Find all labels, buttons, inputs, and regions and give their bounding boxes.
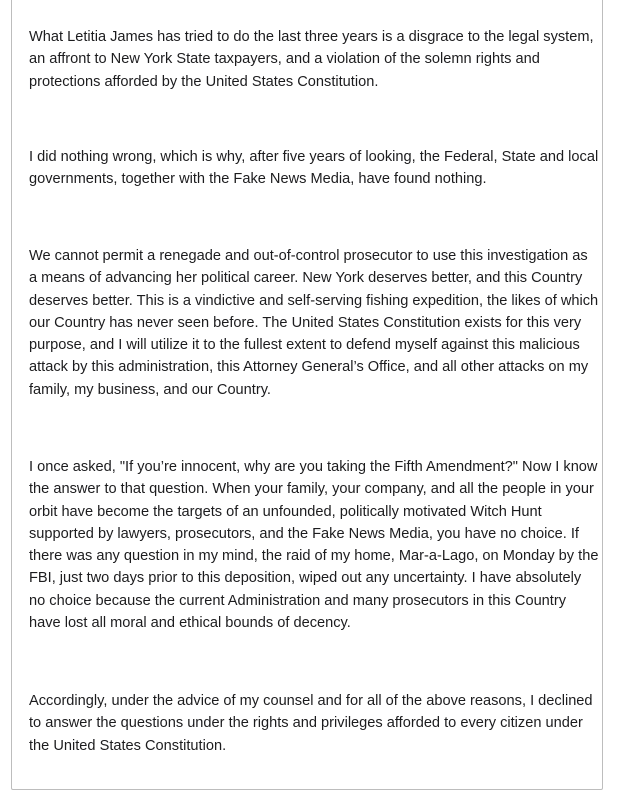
paragraph-did-nothing-wrong: I did nothing wrong, which is why, after five years of looking, the Federal, State and local governments, together with the Fake News Media, have found nothing.	[29, 149, 599, 188]
paragraph-fifth-amendment: I once asked, "If you’re innocent, why are you taking the Fifth Amendment?" Now I know the answer to that question. When your family, your company, and all the people in your orbit have become the targets of an unfounded, politically motivated Witch Hunt supported by lawyers, prosecutors, and the Fake News Media, you have no choice. If there was any question in my mind, the raid of my home, Mar-a-Lago, on Monday by the FBI, just two days prior to this deposition, wiped out any uncertainty. I have absolutely no choice because the current Administration and many prosecutors in this Country have lost all moral and ethical bounds of decency.	[29, 459, 599, 632]
paragraph-declined-to-answer: Accordingly, under the advice of my counsel and for all of the above reasons, I declined to answer the questions under the rights and privileges afforded to every citizen under the United States Constitution.	[29, 693, 593, 754]
paragraph-letitia-james: What Letitia James has tried to do the last three years is a disgrace to the legal system, an affront to New York State taxpayers, and a violation of the solemn rights and protections afforded by the United States Constitution.	[29, 29, 594, 90]
paragraph-renegade-prosecutor: We cannot permit a renegade and out-of-control prosecutor to use this investigation as a means of advancing her political career. New York deserves better, and this Country deserves better. This is a vindictive and self-serving fishing expedition, the likes of which our Country has never seen before. The United States Constitution exists for this very purpose, and I will utilize it to the fullest extent to defend myself against this malicious attack by this administration, this Attorney General’s Office, and all other attacks on my family, my business, and our Country.	[29, 248, 599, 398]
statement-card	[11, 0, 603, 790]
